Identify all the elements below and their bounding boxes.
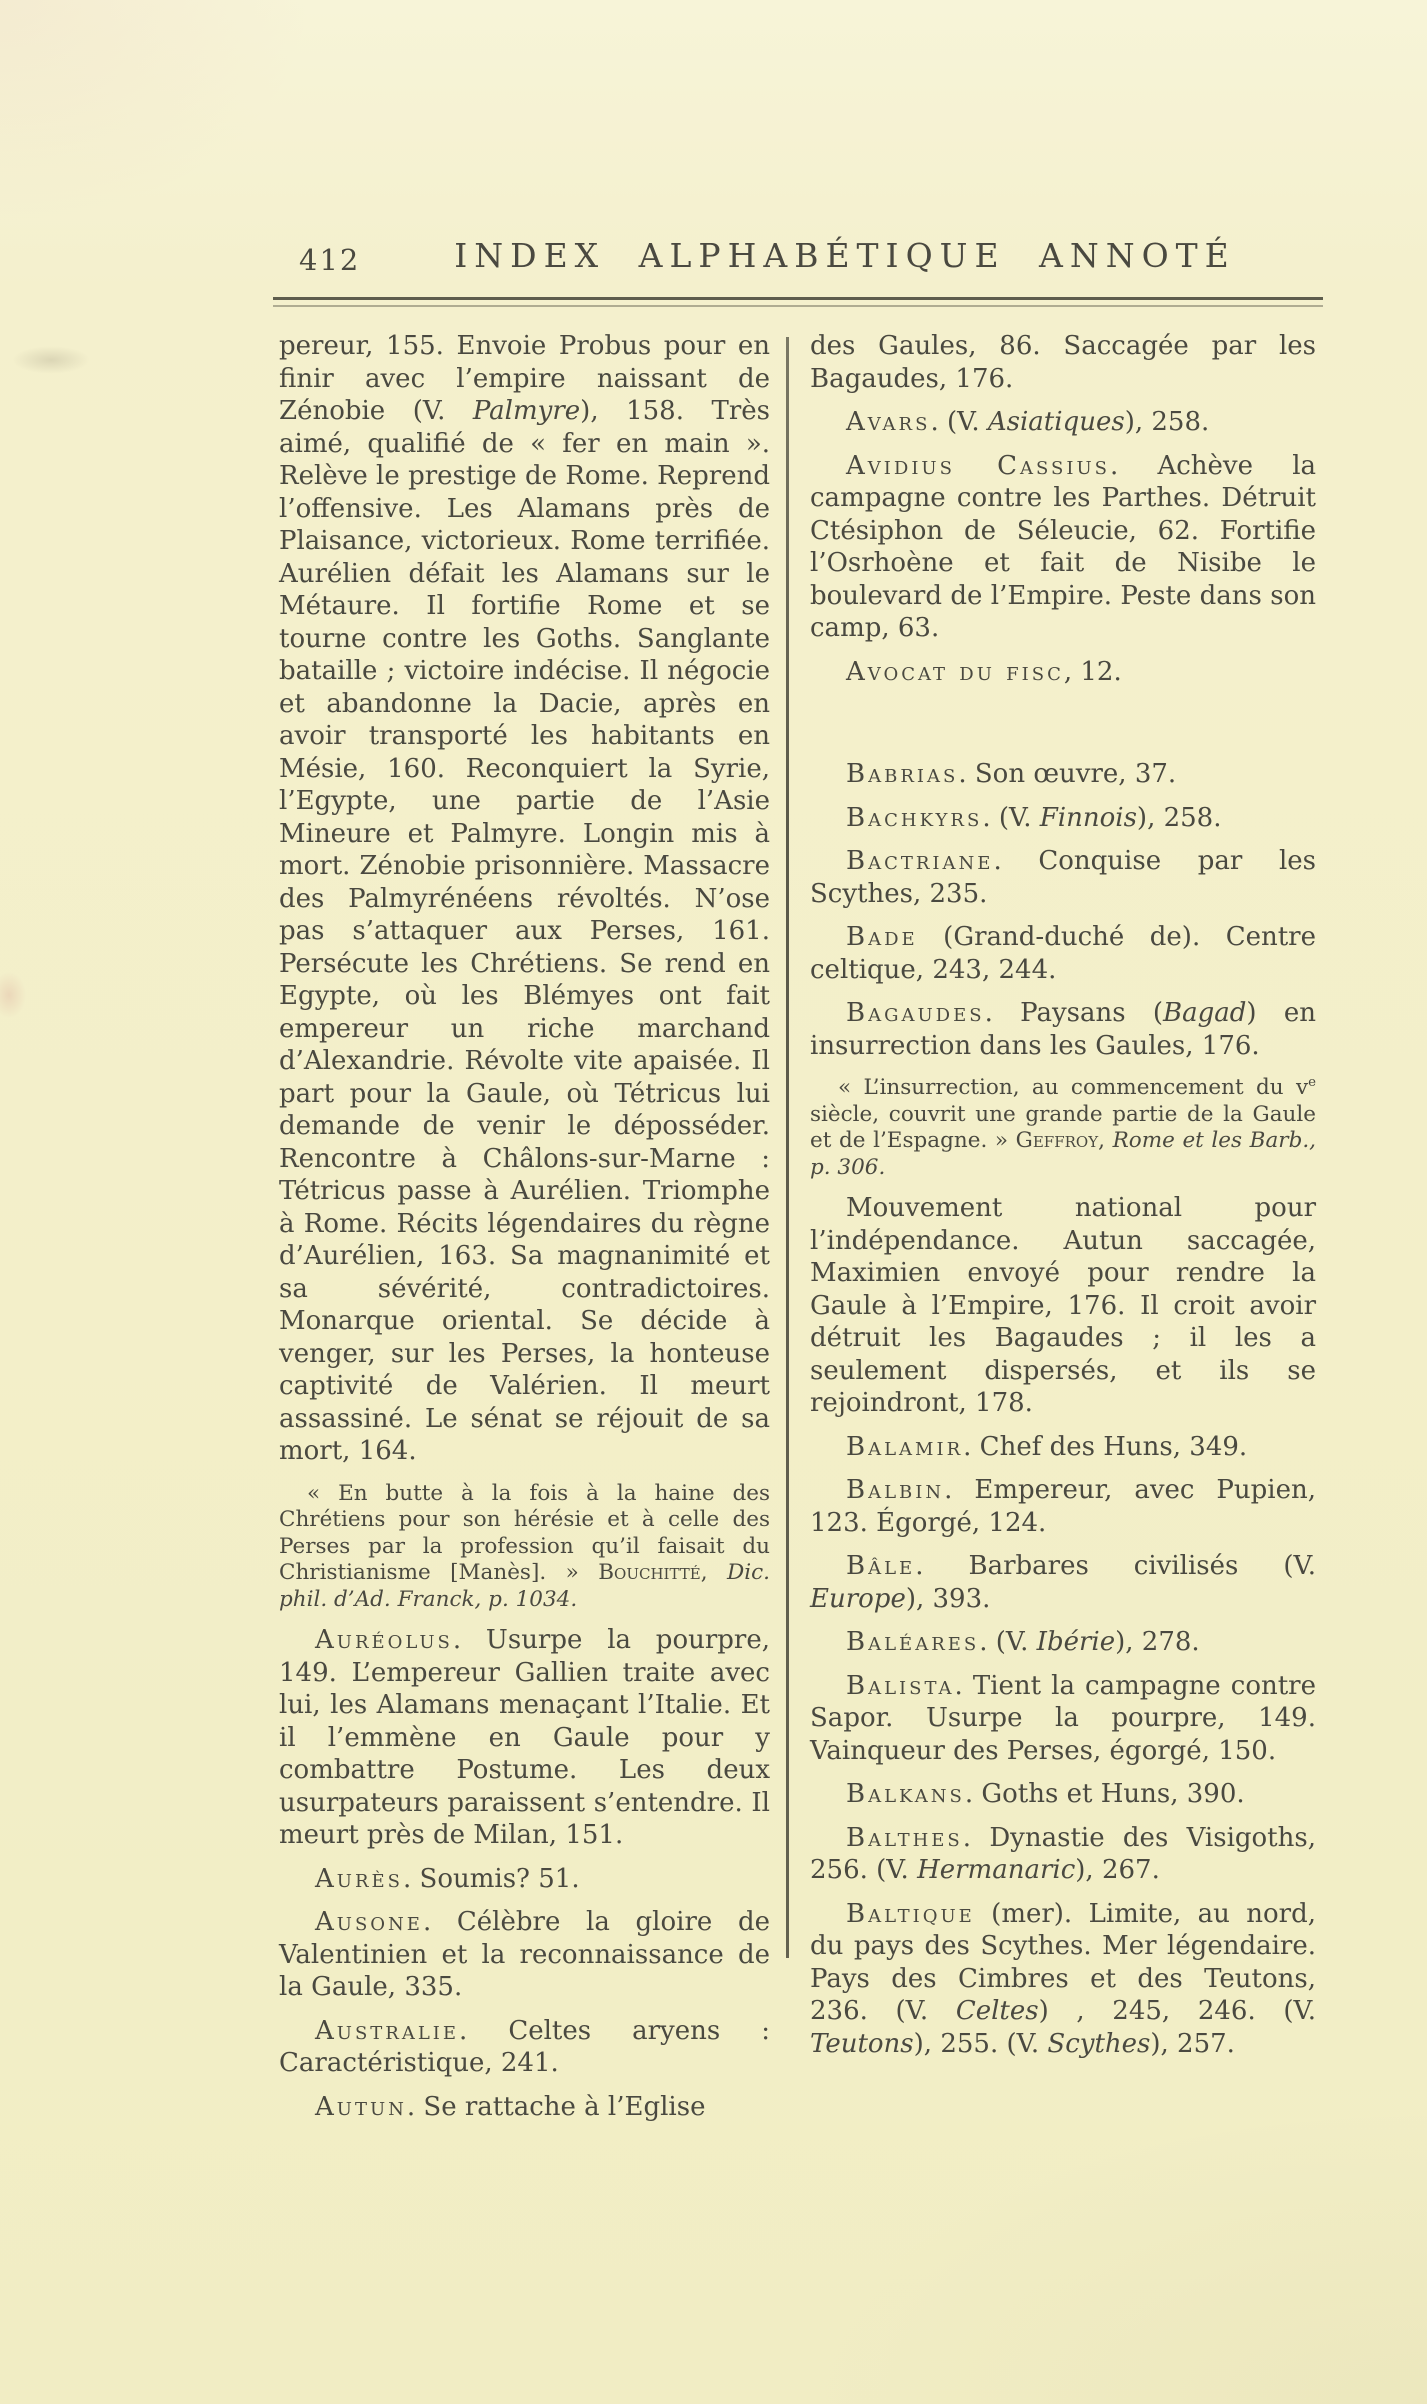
index-note <box>279 1481 770 1614</box>
index-entry <box>279 1624 770 1852</box>
column-divider <box>786 337 789 1958</box>
text-segment: . Chef des Huns, 349. <box>963 1431 1248 1462</box>
index-entry <box>810 406 1316 439</box>
text-segment: siècle, couvrit une grande partie de la Gaule et de l’Espagne. » <box>810 1101 1316 1153</box>
text-segment: . Usurpe la pourpre, 149. L’empereur Gallien traite avec lui, les Alamans menaçant l’Italie. Et il l’emmène en Gaule pour y combattre Postume. Les deux usurpateurs paraissent s’entendre. Il meurt près de Milan, 151. <box>279 1625 770 1850</box>
entry-headword: Bâle <box>846 1551 916 1581</box>
text-segment: . (V. <box>982 802 1040 833</box>
index-entry <box>810 1474 1316 1539</box>
index-entry <box>810 1626 1316 1659</box>
entry-headword: Avars <box>846 407 931 437</box>
index-continuation <box>279 330 770 1468</box>
text-segment: Ibérie <box>1036 1627 1116 1657</box>
paper-smudge <box>0 972 26 1018</box>
text-segment: . Célèbre la gloire de Valentinien et la reconnaissance de la Gaule, 335. <box>279 1907 770 2002</box>
text-segment: ), 393. <box>905 1583 991 1614</box>
right-column <box>810 330 1316 2060</box>
text-segment: Rome et les Barb., p. 306. <box>810 1128 1317 1180</box>
entry-headword: Bactriane <box>846 846 994 876</box>
text-segment: . Paysans ( <box>984 998 1164 1028</box>
running-head <box>0 236 1427 296</box>
header-rule <box>273 297 1323 307</box>
index-entry <box>810 921 1316 986</box>
text-segment: . (V. <box>930 407 988 437</box>
index-entry <box>810 1822 1316 1887</box>
index-entry <box>810 1670 1316 1768</box>
index-entry <box>279 2015 770 2080</box>
entry-headword: Balamir <box>846 1431 964 1462</box>
text-segment: Scythes <box>1047 2028 1151 2059</box>
text-segment: ), 267. <box>1075 1855 1160 1885</box>
text-segment: Dic. phil. d’Ad. Franck, p. 1034. <box>279 1560 771 1612</box>
entry-headword: Bade <box>846 922 918 952</box>
index-entry <box>810 997 1316 1062</box>
left-column <box>279 330 770 2123</box>
entry-headword: Balthes <box>846 1822 963 1853</box>
index-entry <box>810 802 1316 835</box>
index-entry <box>279 1863 770 1896</box>
text-segment: . Soumis? 51. <box>402 1863 580 1894</box>
index-entry <box>810 1192 1316 1420</box>
text-segment: , 12. <box>1063 656 1122 687</box>
entry-headword: Ausone <box>315 1907 423 1937</box>
text-segment: Europe <box>810 1583 906 1614</box>
entry-headword: Balista <box>846 1670 955 1701</box>
entry-headword: Babrias <box>846 759 959 789</box>
text-segment: Bagad <box>1163 998 1247 1028</box>
text-segment: Palmyre <box>472 396 581 426</box>
entry-headword: Balbin <box>846 1475 945 1505</box>
running-title: INDEX ALPHABÉTIQUE ANNOTÉ <box>454 236 1236 275</box>
entry-headword: Avidius Cassius <box>846 450 1110 481</box>
text-segment: « L’insurrection, au commencement du v <box>838 1075 1309 1100</box>
text-segment: Hermanaric <box>917 1855 1076 1885</box>
entry-headword: Baltique <box>846 1898 975 1929</box>
text-segment: ), 258. <box>1136 802 1222 833</box>
text-segment: ) , 245, 246. (V. <box>1038 1996 1317 2026</box>
text-segment: (Grand-duché de). Centre celtique, 243, 244. <box>810 922 1316 985</box>
text-segment: Teutons <box>810 2028 914 2059</box>
paper-smudge <box>12 346 90 374</box>
entry-headword: Bagaudes <box>846 998 985 1028</box>
index-entry <box>810 758 1316 791</box>
text-segment: . Goths et Huns, 390. <box>964 1779 1245 1809</box>
page-number: 412 <box>299 243 361 277</box>
text-segment: . Tient la campagne contre Sapor. Usurpe la pourpre, 149. Vainqueur des Perses, égorgé, 150. <box>810 1670 1316 1766</box>
text-segment: . Conquise par les Scythes, 235. <box>810 846 1316 909</box>
text-segment: ) en insurrection dans les Gaules, 176. <box>810 998 1316 1061</box>
text-segment: . Achève la campagne contre les Parthes. Détruit Ctésiphon de Séleucie, 62. Fortifie l’Osrhoène et fait de Nisibe le boulevard de l’Empire. Peste dans son camp, 63. <box>810 450 1317 643</box>
text-segment: ), 258. <box>1124 407 1210 437</box>
text-segment: Geffroy <box>1015 1128 1099 1153</box>
index-entry <box>810 845 1316 910</box>
text-segment: . Son œuvre, 37. <box>958 759 1177 789</box>
index-entry <box>810 1550 1316 1615</box>
index-entry <box>810 656 1316 689</box>
index-note <box>810 1075 1316 1181</box>
entry-headword: Australie <box>315 2015 460 2046</box>
entry-headword: Avocat du fisc <box>846 656 1064 687</box>
text-segment: ), 255. (V. <box>913 2028 1048 2059</box>
text-segment: (mer). Limite, au nord, du pays des Scythes. Mer légendaire. Pays des Cimbres et des Teutons, 236. (V. <box>810 1898 1316 2026</box>
text-segment: , <box>1098 1128 1113 1153</box>
text-segment: « En butte à la fois à la haine des Chrétiens pour son hérésie et à celle des Perses par la profession qu’il faisait du Christianisme [Manès]. » <box>279 1480 770 1585</box>
text-segment: Asiatiques <box>987 407 1125 437</box>
text-segment: ), 278. <box>1115 1627 1200 1657</box>
index-continuation <box>810 330 1316 395</box>
index-entry <box>279 1906 770 2004</box>
text-segment: e <box>1308 1074 1316 1090</box>
entry-headword: Balkans <box>846 1779 965 1809</box>
entry-headword: Auréolus <box>315 1625 453 1655</box>
text-segment: . Barbares civilisés (V. <box>915 1551 1316 1581</box>
text-segment: Mouvement national pour l’indépendance. Autun saccagée, Maximien envoyé pour rendre la Gaule à l’Empire, 176. Il croit avoir détruit les Bagaudes ; il les a seulement dispersés, et ils se rejoindront, 178. <box>810 1193 1316 1418</box>
text-segment: des Gaules, 86. Saccagée par les Bagaudes, 176. <box>810 331 1316 394</box>
text-segment: Finnois <box>1039 802 1137 833</box>
text-segment: . (V. <box>979 1627 1037 1657</box>
text-segment: . Empereur, avec Pupien, 123. Égorgé, 124. <box>810 1475 1316 1538</box>
index-entry <box>279 2091 770 2124</box>
text-segment: , <box>700 1560 728 1585</box>
index-entry <box>810 450 1316 645</box>
index-entry <box>810 1431 1316 1464</box>
entry-headword: Autun <box>315 2091 407 2122</box>
entry-headword: Aurès <box>315 1863 403 1894</box>
text-segment: . Dynastie des Visigoths, 256. (V. <box>810 1822 1316 1885</box>
text-segment: Celtes <box>955 1996 1039 2026</box>
entry-headword: Baléares <box>846 1627 980 1657</box>
text-segment: . Celtes aryens : Caractéristique, 241. <box>279 2015 770 2078</box>
text-segment: ), 158. Très aimé, qualifié de « fer en main ». Relève le prestige de Rome. Reprend l’offensive. Les Alamans près de Plaisance, victorieux. Rome terrifiée. Aurélien défait les Alamans sur le Métaure. Il fortifie Rome et se tourne contre les Goths. Sanglante bataille ; victoire indécise. Il négocie et abandonne la Dacie, après en avoir transporté les habitants en Mésie, 160. Reconquiert la Syrie, l’Egypte, une partie de l’Asie Mineure et Palmyre. Longin mis à mort. Zénobie prisonnière. Massacre des Palmyrénéens révoltés. N’ose pas s’attaquer aux Perses, 161. Persécute les Chrétiens. Se rend en Egypte, où les Blémyes ont fait empereur un riche marchand d’Alexandrie. Révolte vite apaisée. Il part pour la Gaule, où Tétricus lui demande de venir le déposséder. Rencontre à Châlons-sur-Marne : Tétricus passe à Aurélien. Triomphe à Rome. Récits légendaires du règne d’Aurélien, 163. Sa magnanimité et sa sévérité, contradictoires. Monarque oriental. Se décide à venger, sur les Perses, la honteuse captivité de Valérien. Il meurt assassiné. Le sénat se réjouit de sa mort, 164. <box>279 396 770 1466</box>
index-entry <box>810 1898 1316 2061</box>
text-segment: ), 257. <box>1150 2028 1235 2059</box>
text-segment: . Se rattache à l’Eglise <box>406 2091 706 2122</box>
index-entry <box>810 1778 1316 1811</box>
entry-headword: Bachkyrs <box>846 802 983 833</box>
text-segment: Bouchitté <box>598 1560 701 1585</box>
text-segment: pereur, 155. Envoie Probus pour en finir avec l’empire naissant de Zénobie (V. <box>279 331 770 426</box>
